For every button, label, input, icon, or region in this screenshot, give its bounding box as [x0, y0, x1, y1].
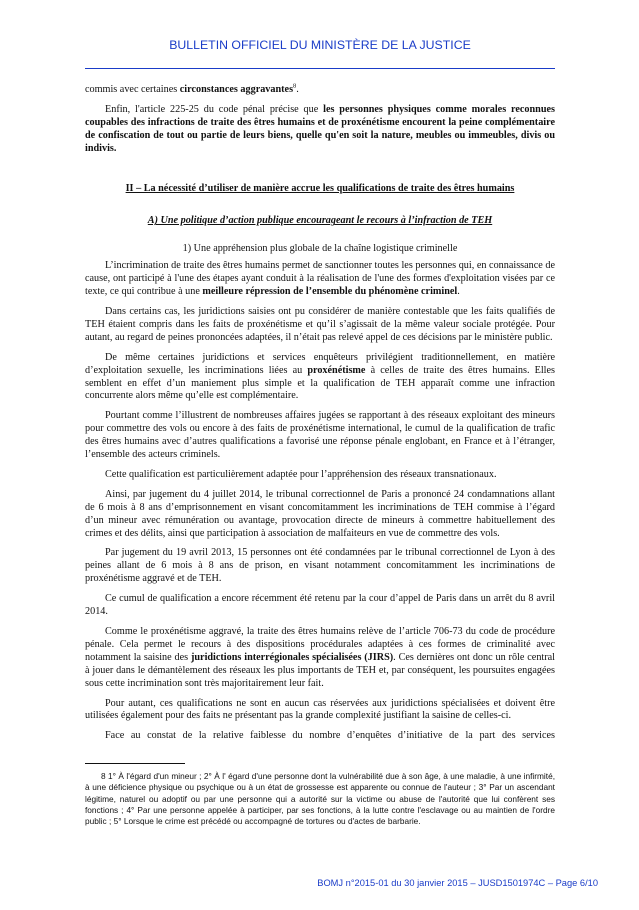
footnote-ref[interactable]: 8: [293, 82, 297, 90]
paragraph: Pourtant comme l’illustrent de nombreuses affaires jugées se rapportant à des réseaux exploitant des mineurs pour commettre des vols ou encore à des faits de proxénétisme international, le cumul de la qualification de trafic des êtres humains avec d’autres qualifications a favorisé une réponse pénale englobant, en France et à l’étranger, l’ensemble des acteurs criminels.: [85, 410, 555, 461]
text: .: [457, 286, 460, 298]
paragraph: Par jugement du 19 avril 2013, 15 personnes ont été condamnées par le tribunal correctionnel de Lyon à des peines allant de 6 mois à 8 ans de prison, en visant notamment concomitamment les incriminations de proxénétisme aggravé et de TEH.: [85, 547, 555, 585]
paragraph: Pour autant, ces qualifications ne sont en aucun cas réservées aux juridictions spécialisées et doivent être utilisées également pour des faits ne présentant pas la grande complexité justifiant la saisine de celles-ci.: [85, 697, 555, 722]
text: à celles de traite des êtres humains. Elles semblent en effet d’un maniement plus simple et la qualification de TEH apparaît comme une infraction concurrente alors même qu’elle est complémentaire.: [85, 364, 555, 402]
paragraph: [85, 260, 555, 299]
text: L’incrimination de traite des êtres humains permet de sanctionner toutes les personnes qui, en connaissance de cause, ont participé à l'une des étapes ayant conduit à la réalisation de l'une des formes d'exploitation visées par ce texte, ce qui contribue à une: [85, 260, 555, 298]
text: . Ces dernières ont donc un rôle central à jouer dans le démantèlement des réseaux les plus importants de TEH et, par conséquent, les poursuites engagées sous cette incrimination sont très majoritairement leur fait.: [85, 651, 555, 689]
paragraph: Face au constat de la relative faiblesse du nombre d’enquêtes d’initiative de la part des services: [105, 730, 555, 742]
bold-text: juridictions interrégionales spécialisées (JIRS): [190, 651, 394, 663]
subsection-heading: A) Une politique d’action publique encourageant le recours à l’infraction de TEH: [147, 215, 493, 227]
page-footer: BOMJ n°2015-01 du 30 janvier 2015 – JUSD1501974C – Page 6/10: [317, 878, 598, 888]
text: De même certaines juridictions et services enquêteurs privilégient traditionnellement, en matière d’exploitation sexuelle, les incriminations liées au: [85, 351, 555, 376]
text: commis avec certaines: [85, 84, 180, 95]
paragraph: [85, 626, 555, 691]
subsubsection-heading: 1) Une appréhension plus globale de la chaîne logistique criminelle: [182, 243, 458, 255]
paragraph: Ainsi, par jugement du 4 juillet 2014, le tribunal correctionnel de Paris a prononcé 24 condamnations allant de 6 mois à 8 ans d’emprisonnement en visant concomitamment les incriminations de TEH commise à l’égard d’un mineur avec rémunération ou avantage, provocation directe de mineurs à commettre habituellement des crimes et des délits, ainsi que participation à association de malfaiteurs en vue de commettre des vols.: [85, 488, 555, 539]
paragraph: Cette qualification est particulièrement adaptée pour l’appréhension des réseaux transnationaux.: [105, 468, 497, 480]
paragraph: Dans certains cas, les juridictions saisies ont pu considérer de manière contestable que les faits qualifiés de TEH étaient compris dans les faits de proxénétisme et qu’il s’agissait de la même valeur sociale protégée. Pour autant, au regard de peines prononcées adaptées, il n’était pas relevé appel de ces décisions par le ministère public.: [85, 305, 555, 343]
paragraph: [85, 84, 555, 97]
text: Comme le proxénétisme aggravé, la traite des êtres humains relève de l’article 706-73 du code de procédure pénale. Cela permet le recours à des dispositions procédurales adaptées à ces formes de criminalité avec notamment la saisine des: [85, 626, 555, 663]
paragraph: [85, 352, 555, 404]
section-heading: II – La nécessité d’utiliser de manière accrue les qualifications de traite des êtres humains: [125, 182, 515, 194]
header-rule: [85, 68, 555, 69]
bold-text: meilleure répression de l’ensemble du phénomène criminel: [202, 286, 458, 298]
footnote-separator: [85, 763, 185, 764]
bulletin-header: BULLETIN OFFICIEL DU MINISTÈRE DE LA JUSTICE: [169, 38, 471, 52]
bold-text: circonstances aggravantes: [179, 84, 294, 95]
bold-text: proxénétisme: [307, 364, 366, 376]
text: .: [296, 84, 299, 95]
footnote: [85, 771, 555, 827]
text: Enfin, l'article 225-25 du code pénal précise que: [105, 103, 324, 115]
bold-text: les personnes physiques comme morales reconnues coupables des infractions de traite des êtres humains et de proxénétisme encourent la peine complémentaire de confiscation de tout ou partie de leurs biens, quelle qu'en soit la nature, meubles ou immeubles, divis ou indivis.: [85, 103, 555, 154]
paragraph: [85, 104, 555, 156]
paragraph: Ce cumul de qualification a encore récemment été retenu par la cour d’appel de Paris dans un arrêt du 8 avril 2014.: [85, 593, 555, 618]
footnote-text: 1° À l'égard d'un mineur ; 2° À l' égard d'une personne dont la vulnérabilité due à son âge, à une maladie, à une infirmité, à une déficience physique ou psychique ou à un état de grossesse est apparente ou connue de l'auteur ; 3° Par un ascendant légitime, naturel ou adoptif ou par une personne qui a autorité sur la victime ou abuse de l'autorité que lui confèrent ses fonctions ; 4° Par une personne appelée à participer, par ses fonctions, à la lutte contre l'esclavage ou au maintien de l'ordre public ; 5° Lorsque le crime est précédé ou accompagné de tortures ou d'actes de barbarie.: [85, 771, 555, 827]
footnote-number: 8: [101, 771, 106, 781]
document-body: [85, 84, 555, 750]
